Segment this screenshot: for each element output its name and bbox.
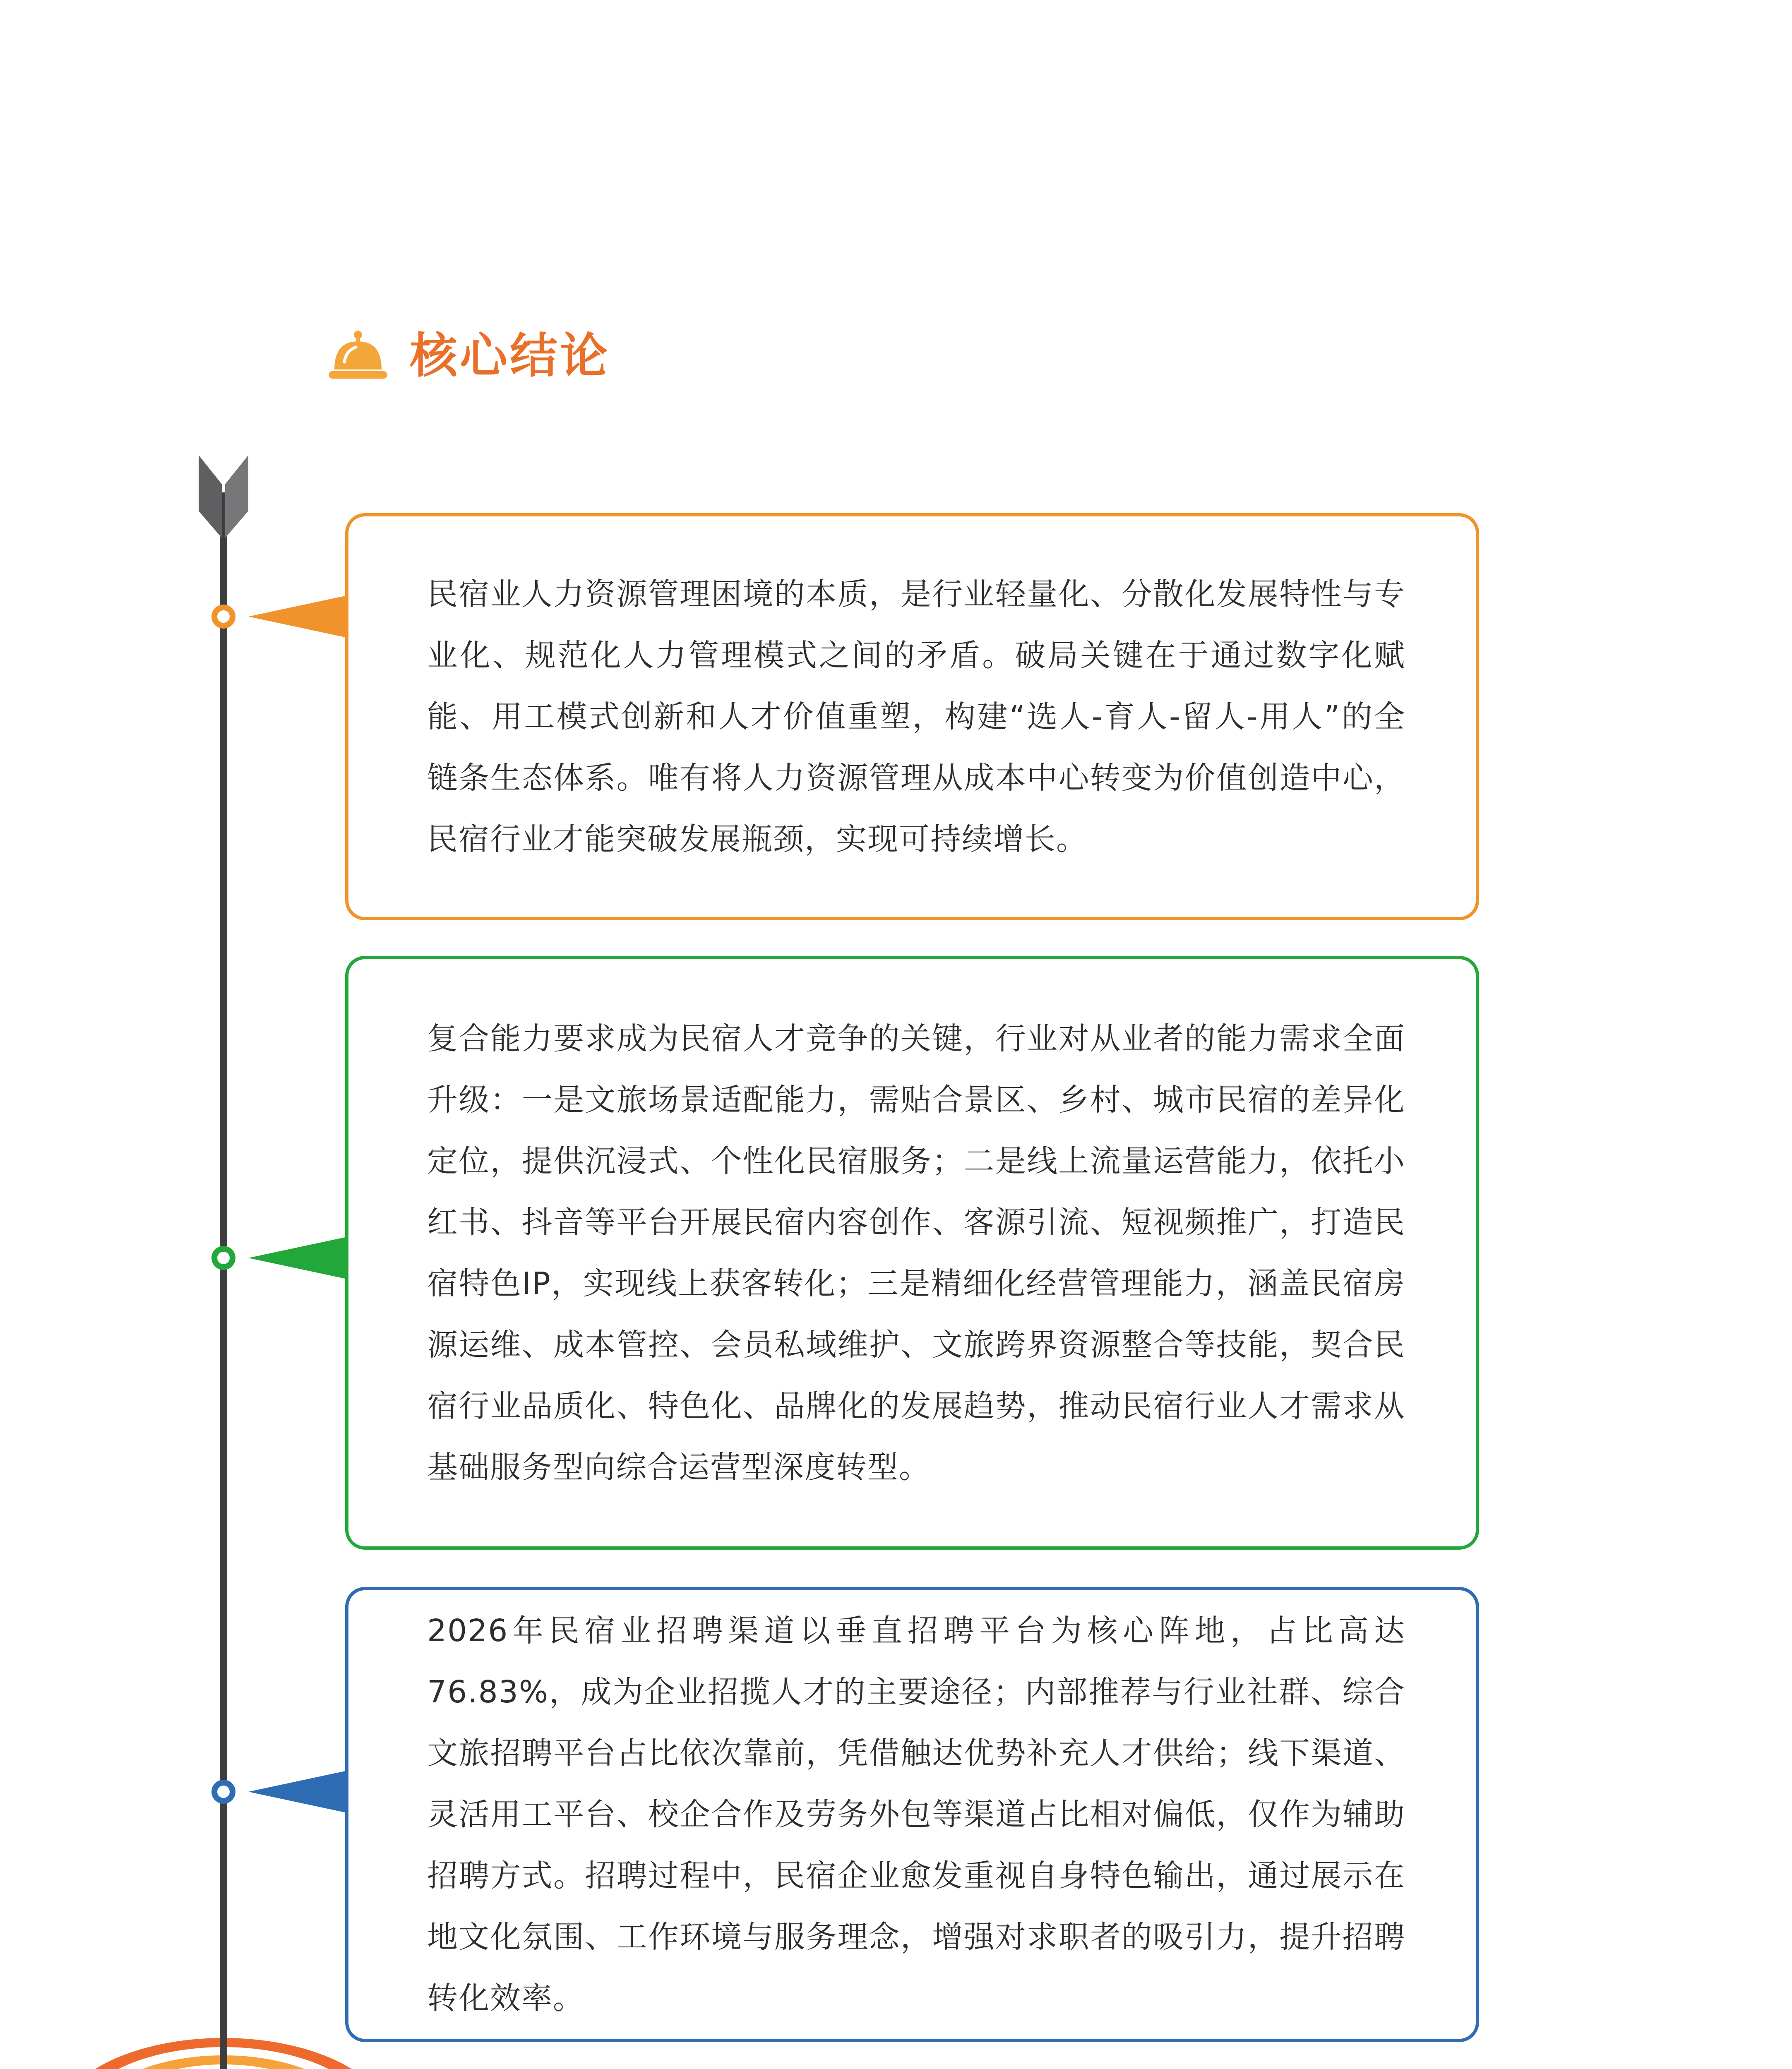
connector-1 [214, 596, 345, 637]
conclusion-text-1: 民宿业人力资源管理困境的本质，是行业轻量化、分散化发展特性与专业化、规范化人力管理模式之间的矛盾。破局关键在于通过数字化赋能、用工模式创新和人才价值重塑，构建“选人-育人-留人-用人”的全链条生态体系。唯有将人力资源管理从成本中心转变为价值创造中心，民宿行业才能突破发展瓶颈，实现可持续增长。 [427, 576, 1405, 857]
connector-2 [214, 1237, 345, 1279]
conclusion-text-3: 2026年民宿业招聘渠道以垂直招聘平台为核心阵地，占比高达76.83%，成为企业招揽人才的主要途径；内部推荐与行业社群、综合文旅招聘平台占比依次靠前，凭借触达优势补充人才供给；线下渠道、灵活用工平台、校企合作及劳务外包等渠道占比相对偏低，仅作为辅助招聘方式。招聘过程中，民宿企业愈发重视自身特色输出，通过展示在地文化氛围、工作环境与服务理念，增强对求职者的吸引力，提升招聘转化效率。 [427, 1613, 1405, 2016]
arrow-shaft [220, 492, 227, 2069]
conclusion-card-1 [345, 513, 1479, 920]
conclusion-card-2 [345, 956, 1479, 1550]
conclusion-card-3 [345, 1587, 1479, 2042]
conclusion-text-2: 复合能力要求成为民宿人才竞争的关键，行业对从业者的能力需求全面升级：一是文旅场景适配能力，需贴合景区、乡村、城市民宿的差异化定位，提供沉浸式、个性化民宿服务；二是线上流量运营能力，依托小红书、抖音等平台开展民宿内容创作、客源引流、短视频推广，打造民宿特色IP，实现线上获客转化；三是精细化经营管理能力，涵盖民宿房源运维、成本管控、会员私域维护、文旅跨界资源整合等技能，契合民宿行业品质化、特色化、品牌化的发展趋势，推动民宿行业人才需求从基础服务型向综合运营型深度转型。 [427, 1020, 1405, 1485]
connector-3 [214, 1771, 345, 1812]
page-title: 核心结论 [410, 328, 610, 384]
